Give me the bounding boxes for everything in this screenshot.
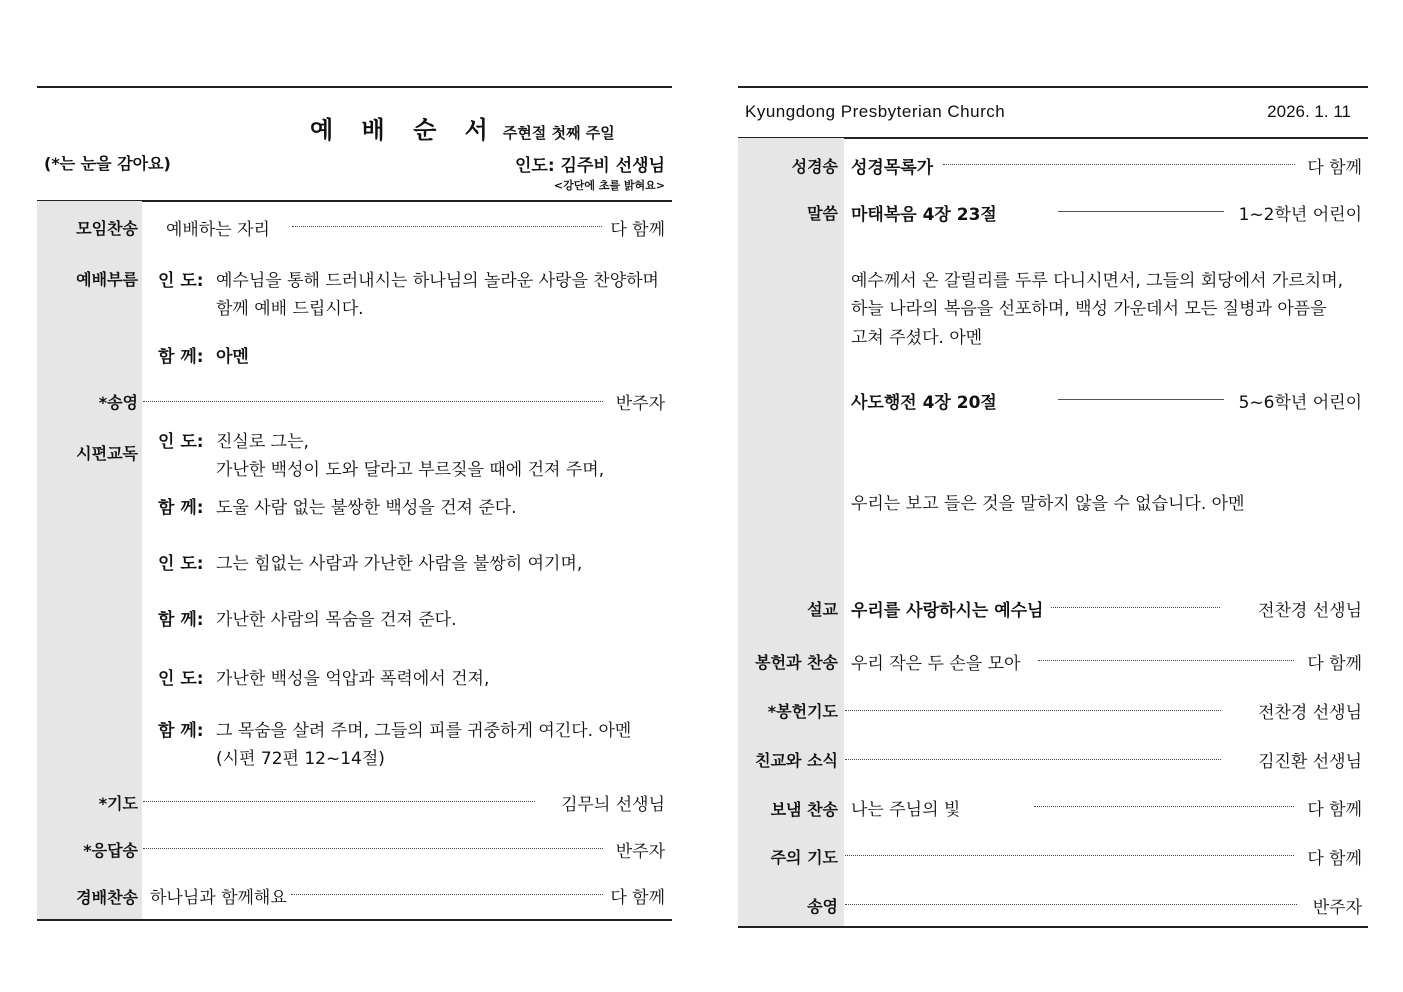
all-text: 아멘 [216,347,249,367]
item-title: 우리를 사랑하시는 예수님 [851,601,1044,621]
candle-note: <강단에 초를 밝혀요> [553,179,665,192]
leader-text: 가난한 백성을 억압과 폭력에서 건져, [216,669,490,689]
leader-dots [292,226,602,227]
item-label: *응답송 [83,841,138,860]
leader-dots [943,164,1295,165]
item-label: 송영 [807,897,838,916]
leader-dots [1034,806,1294,807]
item-performer: 다 함께 [610,220,665,240]
item-performer: 전찬경 선생님 [1258,703,1362,723]
item-label: 보냄 찬송 [770,800,838,819]
leader-dots [845,855,1294,856]
item-label: *기도 [98,794,138,813]
role-leader: 인 도: [158,271,204,291]
item-label: 경배찬송 [76,888,138,907]
item-label: 시편교독 [76,444,138,463]
leader-name: 인도: 김주비 선생님 [514,156,665,176]
scripture-text: 하늘 나라의 복음을 선포하며, 백성 가운데서 모든 질병과 아픔을 [851,299,1327,319]
item-title: 하나님과 함께해요 [150,888,287,908]
bulletin-date: 2026. 1. 11 [1267,102,1351,121]
all-text: 도울 사람 없는 불쌍한 백성을 건져 준다. [216,498,517,518]
leader-text: 가난한 백성이 도와 달라고 부르짖을 때에 건져 주며, [216,460,605,480]
all-text: 가난한 사람의 목숨을 건져 준다. [216,610,457,630]
leader-dots [143,848,603,849]
role-all: 함 께: [158,721,204,741]
item-performer: 반주자 [1312,898,1362,918]
item-label: 예배부름 [76,270,138,289]
item-label: *봉헌기도 [767,702,838,721]
left-bottom-rule [37,919,672,921]
item-performer: 전찬경 선생님 [1258,601,1362,621]
item-performer: 김진환 선생님 [1258,752,1362,772]
right-top-rule [738,86,1368,88]
item-title: 예배하는 자리 [166,220,270,240]
leader-text: 그는 힘없는 사람과 가난한 사람을 불쌍히 여기며, [216,554,583,574]
item-label: 봉헌과 찬송 [755,653,838,672]
role-all: 함 께: [158,347,204,367]
reader: 5~6학년 어린이 [1238,393,1362,413]
item-performer: 반주자 [615,842,665,862]
worship-order-title [310,110,615,145]
item-performer: 다 함께 [610,888,665,908]
leader-line [1058,399,1224,400]
right-bottom-rule [738,926,1368,928]
item-label: 친교와 소식 [755,751,838,770]
item-performer: 반주자 [615,394,665,414]
all-text: 그 목숨을 살려 주며, 그들의 피를 귀중하게 여긴다. 아멘 [216,721,632,741]
leader-text: 진실로 그는, [216,432,309,452]
role-leader: 인 도: [158,432,204,452]
title-main: 예 배 순 서 [310,116,498,144]
reader: 1~2학년 어린이 [1238,205,1362,225]
scripture-text: 고쳐 주셨다. 아멘 [851,328,983,348]
scripture-reference: 마태복음 4장 23절 [851,205,997,225]
leader-dots [291,894,603,895]
item-label: 성경송 [791,157,838,176]
item-label: 말씀 [807,204,838,223]
item-performer: 다 함께 [1307,158,1362,178]
leader-text: 예수님을 통해 드러내시는 하나님의 놀라운 사랑을 찬양하며 [216,271,659,291]
church-name: Kyungdong Presbyterian Church [745,102,1006,121]
role-all: 함 께: [158,498,204,518]
leader-text: 함께 예배 드립시다. [216,299,364,319]
item-label: *송영 [98,393,138,412]
left-top-rule [37,86,672,88]
role-leader: 인 도: [158,554,204,574]
leader-line [1058,211,1224,212]
scripture-text: 예수께서 온 갈릴리를 두루 다니시면서, 그들의 회당에서 가르치며, [851,271,1344,291]
leader-dots [845,759,1221,760]
scripture-reference: 사도행전 4장 20절 [851,393,997,413]
psalm-reference: (시편 72편 12~14절) [216,749,385,769]
leader-dots [1051,607,1220,608]
leader-dots [845,904,1297,905]
item-title: 나는 주님의 빛 [851,800,961,820]
title-sub: 주현절 첫째 주일 [502,124,615,142]
item-performer: 다 함께 [1307,800,1362,820]
item-label: 설교 [807,600,838,619]
leader-dots [143,801,535,802]
item-title: 우리 작은 두 손을 모아 [851,654,1021,674]
leader-dots [143,401,603,402]
scripture-text: 우리는 보고 들은 것을 말하지 않을 수 없습니다. 아멘 [851,494,1245,514]
item-label: 주의 기도 [770,848,838,867]
item-label: 모임찬송 [76,219,138,238]
role-leader: 인 도: [158,669,204,689]
item-performer: 다 함께 [1307,849,1362,869]
leader-dots [1038,660,1294,661]
item-performer: 다 함께 [1307,654,1362,674]
leader-dots [845,710,1221,711]
eyes-closed-note: (*는 눈을 감아요) [44,154,171,173]
item-performer: 김무늬 선생님 [561,795,665,815]
item-title: 성경목록가 [851,158,934,178]
role-all: 함 께: [158,610,204,630]
